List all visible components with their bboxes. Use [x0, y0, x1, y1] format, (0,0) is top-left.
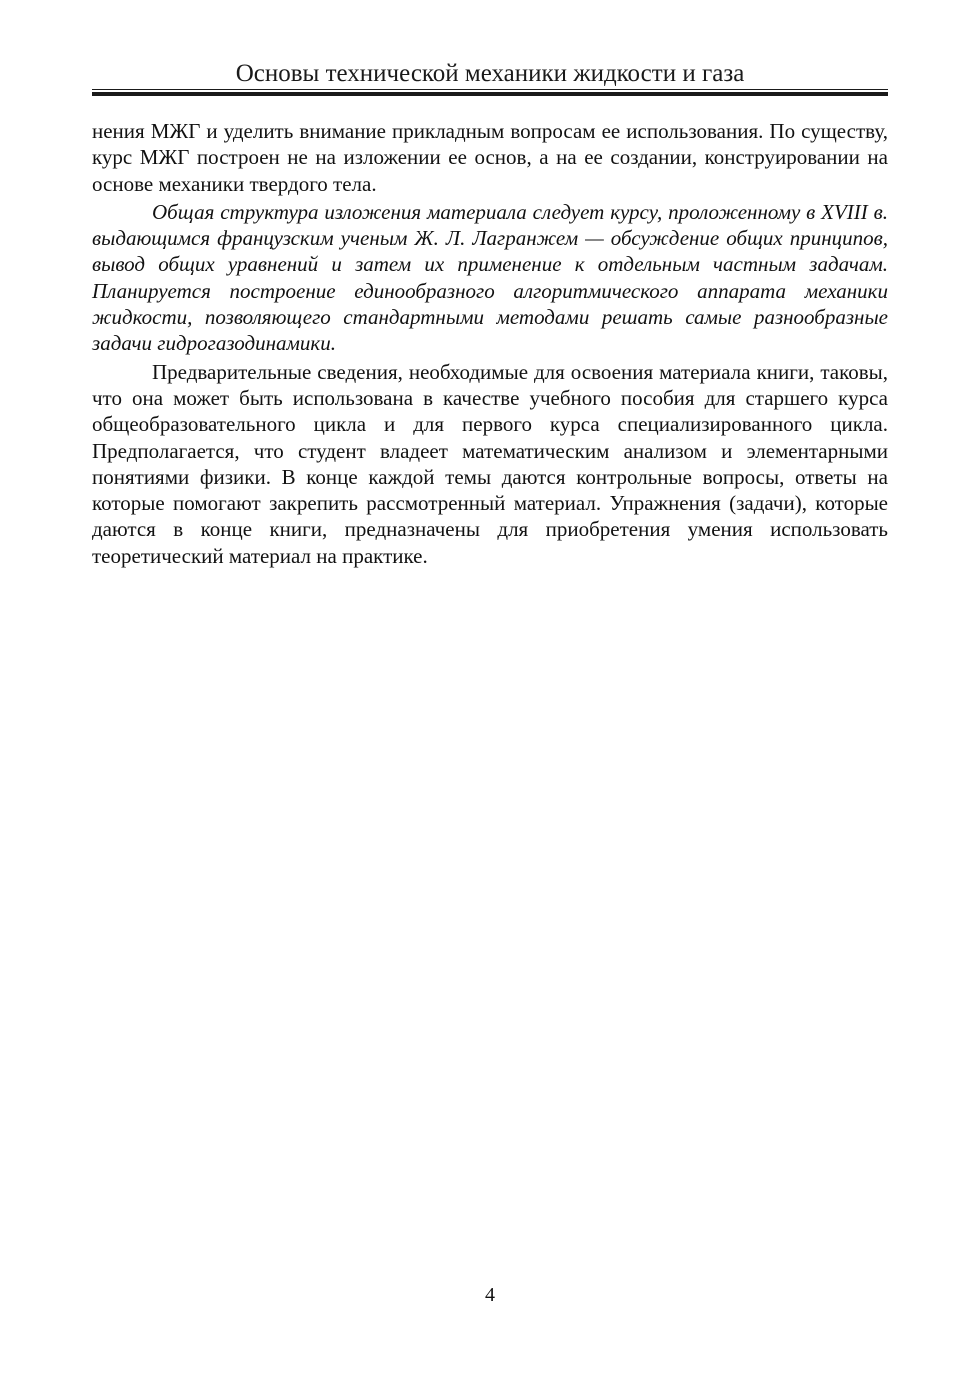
header-rule-thin	[92, 89, 888, 90]
running-header: Основы технической механики жидкости и газа	[235, 60, 745, 87]
paragraph-continuation: нения МЖГ и уделить внимание прикладным вопросам ее использования. По существу, курс МЖГ построен не на изложении ее основ, а на ее создании, конструировании на основе механики твердого тела.	[92, 119, 888, 196]
header-rule-thick	[92, 92, 888, 96]
paragraph-prerequisites: Предварительные сведения, необходимые для освоения материала книги, таковы, что она может быть использована в качестве учебного пособия для старшего курса общеобразовательного цикла и для первого курса специализированного цикла. Предполагается, что студент владеет математическим анализом и элементарными понятиями физики. В конце каждой темы даются контрольные вопросы, ответы на которые помогают закрепить рассмотренный материал. Упражнения (задачи), которые даются в конце книги, предназначены для приобретения умения использовать теоретический материал на практике.	[92, 359, 888, 568]
body-text	[92, 118, 888, 569]
paragraph-structure-italic: Общая структура изложения материала следует курсу, проложенному в XVIII в. выдающимся французским ученым Ж. Л. Лагранжем — обсуждение общих принципов, вывод общих уравнений и затем их применение к отдельным частным задачам. Планируется построение единообразного алгоритмического аппарата механики жидкости, позволяющего стандартными методами решать самые разнообразные задачи гидрогазодинамики.	[92, 199, 888, 356]
document-page	[92, 0, 888, 1386]
page-number: 4	[485, 1284, 495, 1306]
